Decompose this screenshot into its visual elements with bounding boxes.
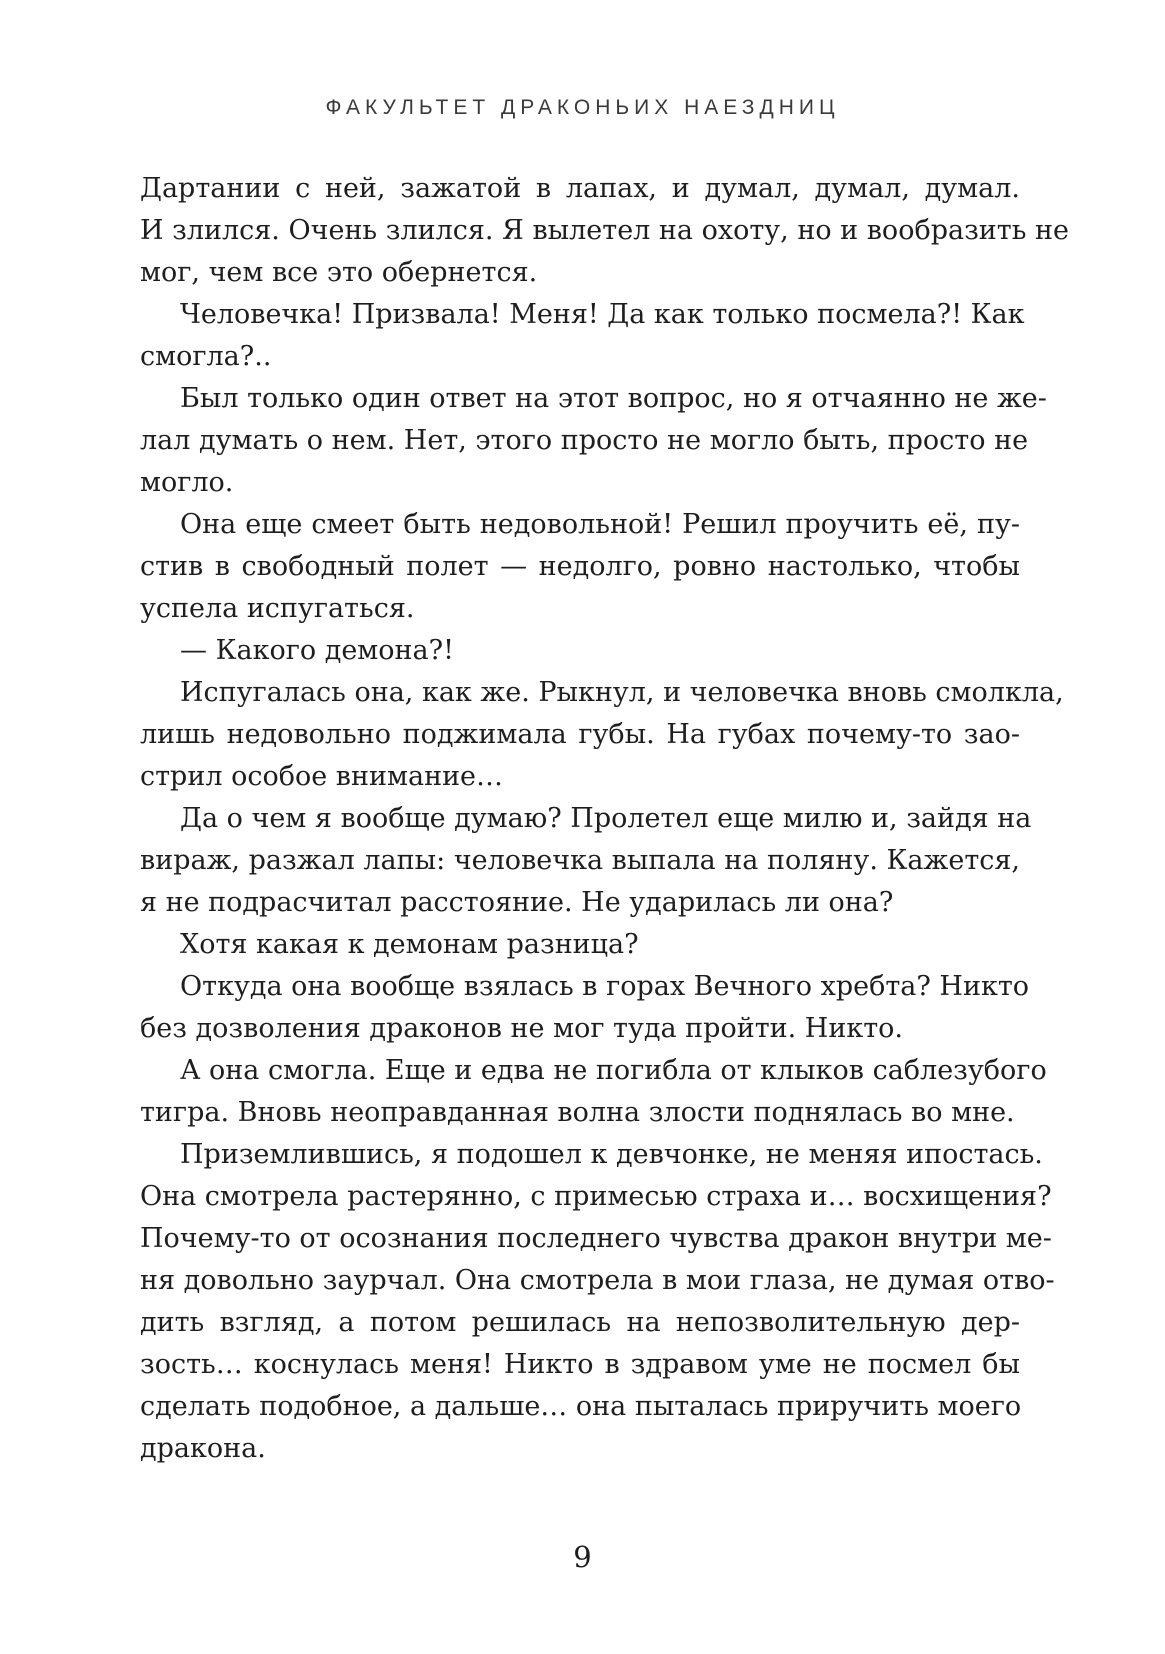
text-line: Хотя какая к демонам разница? — [180, 929, 639, 960]
text-line: стив в свободный полет — недолго, ровно настолько, чтобы — [140, 551, 1020, 582]
text-line: А она смогла. Еще и едва не погибла от клыков саблезубого — [180, 1055, 1047, 1086]
text-line: дракона. — [140, 1433, 266, 1464]
text-line: Приземлившись, я подошел к девчонке, не меняя ипостась. — [180, 1139, 1043, 1170]
text-line: Был только один ответ на этот вопрос, но я отчаянно не же- — [180, 383, 1047, 414]
text-line: Человечка! Призвала! Меня! Да как только посмела?! Как — [180, 299, 1025, 330]
text-line: И злился. Очень злился. Я вылетел на охоту, но и вообразить не — [140, 215, 1069, 246]
text-line: смогла?.. — [140, 341, 272, 372]
text-line: ня довольно заурчал. Она смотрела в мои глаза, не думая отво- — [140, 1265, 1055, 1296]
running-head-title: ФАКУЛЬТЕТ ДРАКОНЬИХ НАЕЗДНИЦ — [325, 96, 840, 119]
text-line: Она еще смеет быть недовольной! Решил проучить её, пу- — [180, 509, 1020, 540]
text-line: стрил особое внимание… — [140, 761, 504, 792]
text-line: могло. — [140, 467, 234, 498]
text-line: лишь недовольно поджимала губы. На губах почему-то зао- — [140, 719, 1020, 750]
body-text — [140, 168, 1069, 1470]
text-line: Испугалась она, как же. Рыкнул, и человечка вновь смолкла, — [180, 677, 1064, 708]
page-number: 9 — [573, 1540, 592, 1574]
text-line: успела испугаться. — [140, 593, 415, 624]
text-line: вираж, разжал лапы: человечка выпала на поляну. Кажется, — [140, 845, 1020, 876]
text-line: Откуда она вообще взялась в горах Вечного хребта? Никто — [180, 971, 1030, 1002]
text-line: мог, чем все это обернется. — [140, 257, 538, 288]
text-line: Почему-то от осознания последнего чувства дракон внутри ме- — [140, 1223, 1052, 1254]
text-line: я не подрасчитал расстояние. Не ударилась ли она? — [140, 887, 894, 918]
text-line: сделать подобное, а дальше… она пыталась приручить моего — [140, 1391, 1022, 1422]
text-line: зость… коснулась меня! Никто в здравом уме не посмел бы — [140, 1349, 1020, 1380]
text-line: Она смотрела растерянно, с примесью страха и… восхищения? — [140, 1181, 1052, 1212]
text-line: Да о чем я вообще думаю? Пролетел еще милю и, зайдя на — [180, 803, 1032, 834]
text-line: без дозволения драконов не мог туда пройти. Никто. — [140, 1013, 904, 1044]
text-line: тигра. Вновь неоправданная волна злости поднялась во мне. — [140, 1097, 1015, 1128]
text-line: Дартании с ней, зажатой в лапах, и думал, думал, думал. — [140, 173, 1020, 204]
text-line: — Какого демона?! — [180, 635, 454, 666]
text-line: лал думать о нем. Нет, этого просто не могло быть, просто не — [140, 425, 1029, 456]
text-line: дить взгляд, а потом решилась на непозволительную дер- — [140, 1307, 1020, 1338]
